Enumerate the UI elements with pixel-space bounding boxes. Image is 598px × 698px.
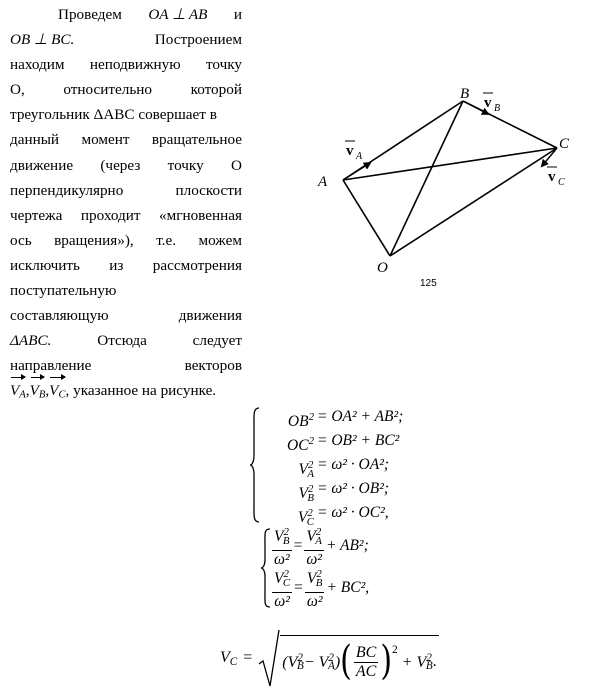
eq1-row-5: $V^2_C$ = ω² · OC², [297, 504, 389, 528]
text-line-9: чертежа проходит «мгновенная [10, 206, 242, 224]
eq2-row-2: $\frac{V^2_C}{\text{ω²}}$ = $\frac{V^2_B}{\text{ω²}}$ + BC², [270, 570, 369, 606]
text-line-6: данный момент вращательное [10, 131, 242, 149]
eq2-row-1: $\frac{V^2_B}{\text{ω²}}$ = $\frac{V^2_A}{\text{ω²}}$ + AB²; [270, 528, 369, 564]
text-line-16: $V_A$ , $V_B$ , $V_C$ , указанное на рисунке. [10, 378, 242, 403]
label-va-sub: A [356, 151, 363, 162]
brace-left-1 [250, 407, 260, 523]
text-line-15: направление векторов [10, 357, 242, 375]
vector-marks [345, 93, 557, 167]
label-o: O [377, 260, 388, 276]
label-c: C [559, 136, 570, 152]
label-vb: v [484, 95, 492, 111]
label-va: v [346, 143, 354, 159]
sqrt-content: ($V^2_B$ − $V^2_A$) ( $\frac{BC}{AC}$ ) $^2$ + $V^2_B$ . [280, 635, 438, 681]
label-vc-sub: C [558, 177, 565, 188]
equation-system-1 [258, 405, 404, 528]
text-line-10: ось вращения»), т.е. можем [10, 231, 242, 249]
final-formula: $V_C$ = ($V^2_B$ − $V^2_A$) ( $\frac{BC}{AC}$ ) $^2$ + $V^2_B$ . [220, 628, 439, 688]
sqrt-sign [258, 628, 280, 688]
vector-va: $V_A$ [10, 378, 26, 403]
triangle-lines [343, 101, 557, 256]
text-line-1: Проведем OA ⊥ AB и [58, 6, 242, 23]
eq1-row-2: $OC^2$ = OB² + BC² [287, 432, 400, 454]
text-line-8: перпендикулярно плоскости [10, 181, 242, 199]
text-line-2: OB ⊥ BC. Построением [10, 31, 242, 49]
equation-system-2 [270, 528, 369, 612]
text-line-13: составляющую движения [10, 307, 242, 325]
eq1-row-1: $OB^2$ = OA² + AB²; [287, 408, 404, 430]
text-line-11: исключить из рассмотрения [10, 256, 242, 274]
figure-number: 125 [420, 278, 437, 289]
eq1-row-3: $V^2_A$ = ω² · OA²; [298, 456, 390, 480]
label-vb-sub: B [494, 103, 501, 114]
vector-vb: $V_B$ [30, 378, 46, 403]
line-ac [343, 148, 557, 180]
label-a: A [318, 174, 328, 190]
label-b: B [460, 86, 470, 102]
vector-vc: $V_C$ [49, 378, 65, 403]
brace-left-2 [261, 528, 271, 608]
text-line-12: поступательную [10, 282, 117, 300]
eq1-row-4: $V^2_B$ = ω² · OB²; [298, 480, 390, 504]
text-line-3: находим неподвижную точку [10, 56, 242, 74]
text-line-5: треугольник ΔABC совершает в [10, 106, 217, 124]
text-line-7: движение (через точку О [10, 156, 242, 174]
text-line-14: ΔABC. Отсюда следует [10, 332, 242, 350]
label-vc: v [548, 169, 556, 185]
text-line-4: О, относительно которой [10, 81, 242, 99]
line-ao [343, 180, 390, 256]
